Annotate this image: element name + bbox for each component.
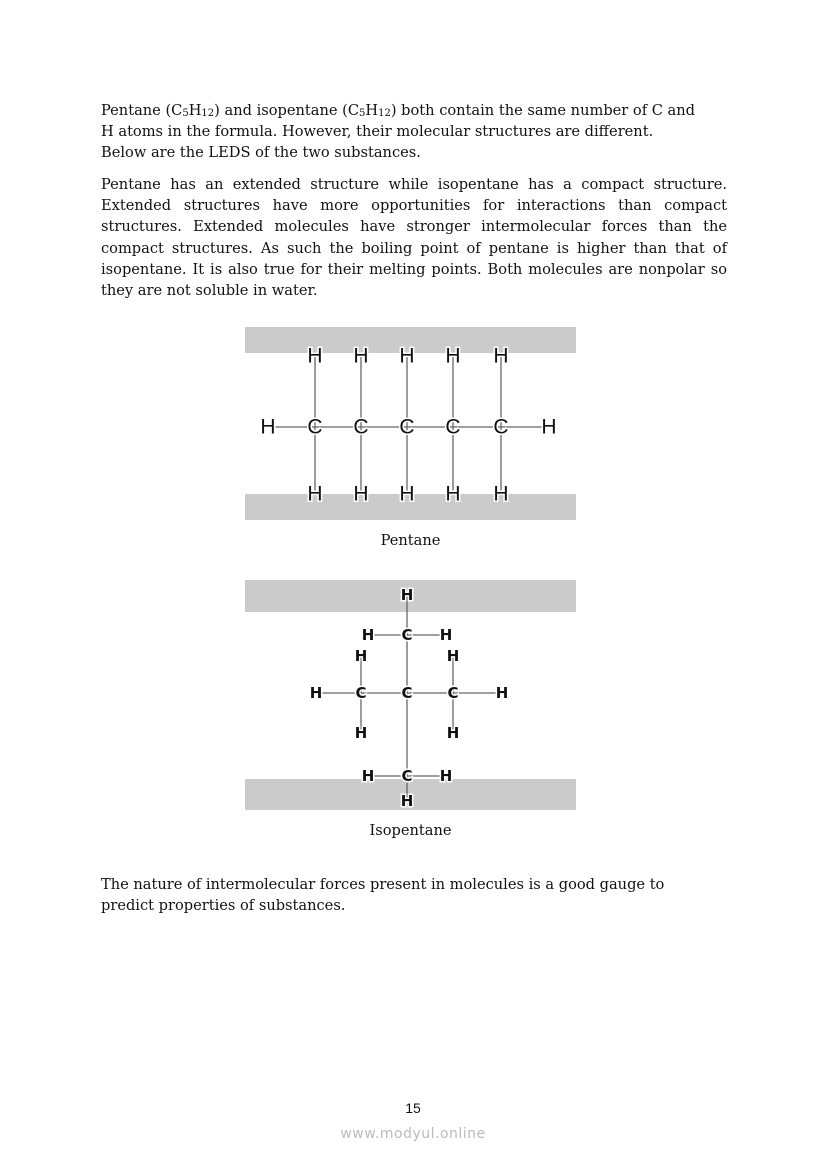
intro-text: H <box>365 102 379 119</box>
hydrogen-atom: H <box>361 626 375 644</box>
hydrogen-atom: H <box>445 344 461 368</box>
hydrogen-atom: H <box>493 482 509 506</box>
subscript: 5 <box>359 108 366 119</box>
intro-text: H <box>188 102 202 119</box>
subscript: 12 <box>201 108 215 119</box>
hydrogen-atom: H <box>400 586 414 604</box>
hydrogen-atom: H <box>400 792 414 810</box>
hydrogen-atom: H <box>399 482 415 506</box>
carbon-atom: C <box>447 684 459 702</box>
hydrogen-atom: H <box>495 684 509 702</box>
hydrogen-atom: H <box>399 344 415 368</box>
watermark: www.modyul.online <box>340 1126 486 1142</box>
conclusion-paragraph: The nature of intermolecular forces present in molecules is a good gauge to predict properties of substances. <box>101 876 665 915</box>
hydrogen-atom: H <box>307 344 323 368</box>
hydrogen-atom: H <box>260 415 276 439</box>
carbon-atom: C <box>401 767 413 785</box>
intro-text: Pentane (C <box>101 102 183 119</box>
intro-text: ) and isopentane (C <box>214 102 359 119</box>
hydrogen-atom: H <box>309 684 323 702</box>
pentane-diagram <box>245 327 576 520</box>
subscript: 5 <box>182 108 189 119</box>
hydrogen-atom: H <box>541 415 557 439</box>
comparison-paragraph: Pentane has an extended structure while isopentane has a compact structure. Extended structures have more opportunities for interactions than compact structures. Extended molecules have stronger intermolecular forces than the compact structures. As such the boiling point of pentane is higher than that of isopentane. It is also true for their melting points. Both molecules are nonpolar so they are not soluble in water. <box>101 176 727 300</box>
carbon-atom: C <box>399 415 415 439</box>
hydrogen-atom: H <box>446 647 460 665</box>
hydrogen-atom: H <box>307 482 323 506</box>
atoms <box>310 586 509 810</box>
intro-text: ) both contain the same number of C and H atoms in the formula. However, their molecular structures are different. Below are the LEDS of the two substances. <box>101 102 695 162</box>
hydrogen-atom: H <box>439 767 453 785</box>
subscript: 12 <box>378 108 391 119</box>
carbon-atom: C <box>307 415 323 439</box>
hydrogen-atom: H <box>354 724 368 742</box>
hydrogen-atom: H <box>439 626 453 644</box>
hydrogen-atom: H <box>445 482 461 506</box>
atoms <box>260 345 556 506</box>
carbon-atom: C <box>353 415 369 439</box>
hydrogen-atom: H <box>353 344 369 368</box>
carbon-atom: C <box>493 415 509 439</box>
pentane-caption: Pentane <box>380 532 441 549</box>
hydrogen-atom: H <box>353 482 369 506</box>
hydrogen-atom: H <box>493 344 509 368</box>
isopentane-diagram <box>245 580 576 810</box>
page-number: 15 <box>405 1100 421 1116</box>
isopentane-caption: Isopentane <box>369 822 452 839</box>
carbon-atom: C <box>355 684 367 702</box>
carbon-atom: C <box>401 626 413 644</box>
carbon-atom: C <box>445 415 461 439</box>
hydrogen-atom: H <box>354 647 368 665</box>
hydrogen-atom: H <box>361 767 375 785</box>
hydrogen-atom: H <box>446 724 460 742</box>
carbon-atom: C <box>401 684 413 702</box>
